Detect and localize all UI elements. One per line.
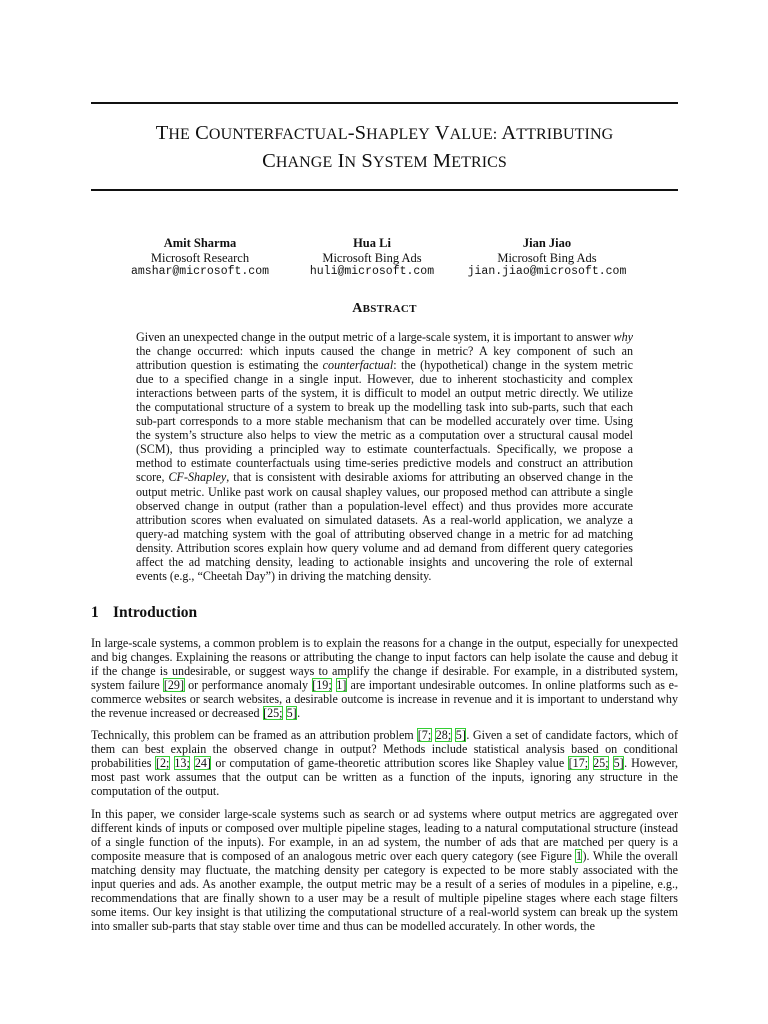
citation-link[interactable]: 1] — [336, 678, 347, 693]
section-heading-introduction — [91, 604, 197, 622]
citation-link[interactable]: 24] — [194, 756, 211, 771]
paragraph-text: In this paper, we consider large-scale systems such as search or ad systems where output metrics are aggregated over different kinds of inputs or composed over multiple pipeline stages, leading to a natural computational structure (instead of a single function of the inputs). For example, in an ad system, the number of ads that are matched per query is a composite measure that is composed of an analogous metric over each query category (see Figure — [91, 806, 678, 863]
abstract-heading — [91, 300, 678, 317]
abstract-part: : the (hypothetical) change in the system metric due to a specified change in a single input. However, due to inherent stochasticity and complex interactions between parts of the system, it is difficult to model an output metric directly. We utilize the computational structure of a system to break up the modelling task into sub-parts, such that each sub-part corresponds to a more stable mechanism that can be modelled accurately over time. Using the system’s structure also helps to view the metric as a computation over a structural causal model (SCM), thus providing a principled way to estimate counterfactuals. Specifically, we propose a method to estimate counterfactuals using time-series predictive models and construct an attribution score, — [136, 358, 633, 485]
abstract-emphasis: CF-Shapley — [168, 470, 227, 485]
figure-link[interactable]: 1 — [575, 848, 582, 863]
introduction-body — [91, 636, 678, 941]
abstract-emphasis: counterfactual — [322, 358, 394, 373]
author-1 — [110, 236, 290, 280]
citation-link[interactable]: [7; — [417, 728, 432, 743]
citation-link[interactable]: [25; — [263, 706, 283, 721]
author-affiliation: Microsoft Bing Ads — [497, 250, 597, 265]
citation-link[interactable]: [2; — [155, 756, 170, 771]
author-2 — [282, 236, 462, 280]
title-rule-top — [91, 102, 678, 104]
abstract-part: Given an unexpected change in the output metric of a large-scale system, it is important to answer — [136, 330, 614, 344]
citation-link[interactable]: 5] — [455, 728, 466, 743]
title-line-2: CHANGE IN SYSTEM METRICS — [262, 150, 507, 172]
citation-link[interactable]: [17; — [568, 756, 589, 771]
citation-link[interactable]: 28; — [435, 728, 452, 743]
author-name: Jian Jiao — [522, 236, 572, 250]
paragraph-text: or computation of game-theoretic attribution scores like Shapley value — [211, 756, 569, 771]
paragraph-text: ). While the overall matching density may fluctuate, the matching density per category is expected to be more stably associated with the input queries and ads. As another example, the output metric may be a result of a series of modules in a pipeline, e.g., recommendations that are finally shown to a user may be a result of multiple pipeline stages where each stage filters some items. Our key insight is that utilizing the computational structure of a real-world system can break up the system into smaller sub-parts that stay stable over time and thus can be modelled accurately. In other words, the — [91, 848, 679, 933]
paragraph-3 — [91, 807, 678, 933]
author-name: Hua Li — [353, 236, 391, 250]
paragraph-2 — [91, 728, 678, 798]
author-email[interactable]: jian.jiao@microsoft.com — [467, 265, 627, 278]
section-number: 1 — [91, 604, 99, 621]
paragraph-text: Technically, this problem can be framed as an attribution problem — [91, 728, 418, 743]
author-affiliation: Microsoft Bing Ads — [322, 250, 422, 265]
citation-link[interactable]: 13; — [174, 756, 190, 771]
abstract-part: , that is consistent with desirable axioms for attributing an observed change in the output metric. Unlike past work on causal shapley values, our proposed method can attribute a single observed change in output (rather than a population-level effect) and thus provides more accurate attribution scores when evaluated on simulated datasets. As a real-world application, we analyze a query-ad matching system with the goal of attributing observed change in a metric for ad matching density. Attribution scores explain how query volume and ad demand from different query categories affect the ad matching density, leading to actionable insights and uncovering the role of external events (e.g., “Cheetah Day”) in driving the matching density. — [136, 470, 633, 583]
paper-title — [91, 120, 678, 176]
paragraph-1 — [91, 636, 678, 720]
author-affiliation: Microsoft Research — [150, 250, 250, 265]
section-title: Introduction — [113, 604, 198, 621]
paragraph-text: . — [297, 706, 301, 721]
paragraph-text: . Given a set of candidate factors, which of them can best explain the observed change in output? Methods include statistical analysis based on conditional probabilities — [91, 728, 678, 771]
title-line-1: THE COUNTERFACTUAL-SHAPLEY VALUE: ATTRIBUTING — [155, 122, 614, 144]
citation-link[interactable]: 25; — [593, 756, 609, 771]
paragraph-text: are important undesirable outcomes. In online platforms such as e-commerce websites or search websites, a desirable outcome is increase in revenue and it is important to understand why the revenue increased or decreased — [91, 678, 678, 721]
author-block — [91, 236, 678, 286]
author-email[interactable]: amshar@microsoft.com — [130, 265, 270, 278]
citation-link[interactable]: 5] — [613, 756, 624, 771]
citation-link[interactable]: [29] — [163, 678, 184, 693]
abstract-emphasis: why — [613, 330, 633, 344]
author-name: Amit Sharma — [163, 236, 237, 250]
citation-link[interactable]: 5] — [286, 706, 297, 721]
paragraph-text: or performance anomaly — [184, 678, 312, 693]
author-email[interactable]: huli@microsoft.com — [309, 265, 435, 278]
citation-link[interactable]: [19; — [312, 678, 332, 693]
abstract-text — [136, 330, 633, 583]
abstract-heading-text: ABSTRACT — [352, 301, 417, 316]
paragraph-text: In large-scale systems, a common problem is to explain the reasons for a change in the output, especially for unexpected and big changes. Explaining the reasons or attributing the change to input factors can help isolate the cause and debug it if the change is undesirable, or suggest ways to amplify the change if desirable. For example, in a distributed system, system failure — [91, 636, 678, 693]
title-rule-bottom — [91, 189, 678, 191]
author-3 — [457, 236, 637, 280]
abstract-part: the change occurred: which inputs caused the change in metric? A key component of such an attribution question is estimating the — [136, 344, 633, 373]
paragraph-text: . However, most past work assumes that the output can be written as a function of the inputs, ignoring any structure in the computation of the output. — [91, 756, 679, 799]
